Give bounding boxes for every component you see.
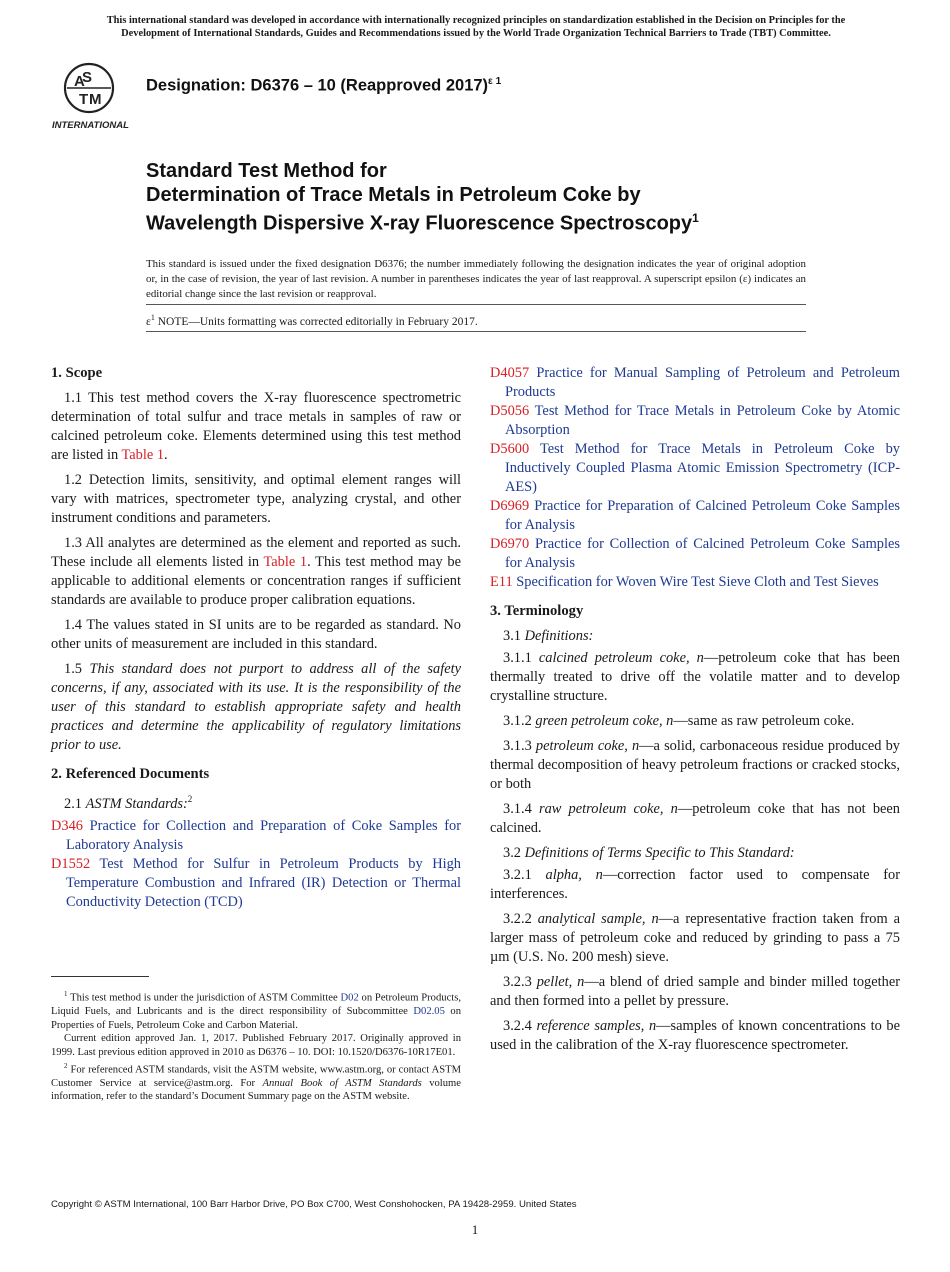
scope-1-3: 1.3 All analytes are determined as the element and reported as such. These include all elements listed in Table 1. This test method may be applicable to additional elements or concentration ranges if sufficient standards are available to produce proper calibration equations. [51, 535, 461, 608]
svg-text:A: A [74, 73, 85, 90]
terminology-heading: 3. Terminology [490, 603, 584, 619]
footnote-1: $^1$ This test method is under the jurisdiction of ASTM Committee D02 on Petroleum Products, Liquid Fuels, and Lubricants and is the direct responsibility of Subcommittee D02.05 on Properties of Fuels, Petroleum Coke and Carbon Material. [51, 990, 461, 1031]
title-line-2: Determination of Trace Metals in Petroleum Coke by [146, 183, 641, 206]
ref-item[interactable]: D5056 Test Method for Trace Metals in Petroleum Coke by Atomic Absorption [490, 403, 900, 438]
astm-logo-icon [52, 60, 136, 132]
footnote-rule [51, 976, 149, 977]
edit-note-epsilon: ε [146, 315, 151, 328]
definition-item: 3.2.3 pellet, n—a blend of dried sample and binder milled together and then formed into a pellet by pressure. [490, 974, 901, 1009]
definition-item: 3.2.4 reference samples, n—samples of known concentrations to be used in the calibration of the X-ray fluorescence spectrometer. [490, 1018, 900, 1053]
ref-item[interactable]: E11 Specification for Woven Wire Test Sieve Cloth and Test Sieves [490, 574, 879, 590]
definition-item: 3.1.4 raw petroleum coke, n—petroleum coke that has not been calcined. [490, 801, 900, 836]
scope-1-1: 1.1 This test method covers the X-ray fluorescence spectrometric determination of total sulfur and trace metals in samples of raw or calcined petroleum coke. Elements determined using this test method are listed in Table 1. [51, 390, 461, 463]
designation-epsilon: ε 1 [488, 76, 502, 87]
edit-note-text: NOTE—Units formatting was corrected editorially in February 2017. [154, 315, 478, 328]
rule-bottom [146, 331, 806, 332]
designation-text: Designation: D6376 – 10 (Reapproved 2017) [146, 76, 489, 95]
right-ref-list [490, 364, 900, 592]
logo-text: INTERNATIONAL [52, 120, 129, 131]
issued-note: This standard is issued under the fixed designation D6376; the number immediately following the designation indicates the year of original adoption or, in the case of revision, the year of last revision. A number in parentheses indicates the year of last reapproval. A superscript epsilon (ε) indicates an editorial change since the last revision or reapproval. [146, 258, 806, 300]
table1-link[interactable]: Table 1 [263, 554, 308, 570]
edit-note-sup: 1 [150, 313, 155, 322]
scope-1-5: 1.5 This standard does not purport to address all of the safety concerns, if any, associated with its use. It is the responsibility of the user of this standard to establish appropriate safety and health practices and determine the applicability of regulatory limitations prior to use. [51, 661, 461, 753]
scope-1-4: 1.4 The values stated in SI units are to be regarded as standard. No other units of measurement are included in this standard. [51, 617, 461, 652]
ref-item[interactable]: D346 Practice for Collection and Preparation of Coke Samples for Laboratory Analysis [51, 817, 462, 853]
svg-text:T: T [79, 91, 89, 108]
page-number: 1 [471, 1222, 479, 1237]
definitions-label: 3.1 Definitions: [503, 628, 594, 644]
footnotes [51, 988, 461, 1104]
document-title [146, 160, 866, 236]
left-column [51, 364, 461, 912]
left-ref-list [51, 817, 461, 912]
copyright: Copyright © ASTM International, 100 Barr Harbor Drive, PO Box C700, West Conshohocken, PA 19428-2959. United States [51, 1199, 577, 1210]
scope-1-2: 1.2 Detection limits, sensitivity, and optimal element ranges will vary with matrices, spectrometer type, analyzing crystal, and other instrument conditions and parameters. [51, 472, 461, 526]
notice-line-2: Development of International Standards, Guides and Recommendations issued by the World Trade Organization Technical Barriers to Trade (TBT) Committee. [121, 28, 831, 39]
ref-item[interactable]: D6969 Practice for Preparation of Calcined Petroleum Coke Samples for Analysis [490, 498, 900, 533]
ref-item[interactable]: D1552 Test Method for Sulfur in Petroleum Products by High Temperature Combustion and Infrared (IR) Detection or Thermal Conductivity Detection (TCD) [51, 855, 461, 910]
edit-note [146, 313, 478, 328]
definition-item: 3.1.1 calcined petroleum coke, n—petroleum coke that has been thermally treated to drive off the volatile matter and to develop crystalline structure. [490, 650, 900, 704]
notice-line-1: This international standard was developed in accordance with internationally recognized principles on standardization established in the Decision on Principles for the [106, 15, 846, 26]
table1-link[interactable]: Table 1 [121, 447, 165, 463]
referenced-heading: 2. Referenced Documents [51, 766, 210, 782]
definition-item: 3.1.2 green petroleum coke, n—same as raw petroleum coke. [503, 713, 855, 729]
definition-item: 3.1.3 petroleum coke, n—a solid, carbonaceous residue produced by thermal decomposition of heavy petroleum fractions or cracked stocks, or both [490, 738, 900, 792]
svg-text:S: S [82, 69, 93, 86]
wto-notice [48, 14, 904, 40]
definition-item: 3.2.1 alpha, n—correction factor used to compensate for interferences. [490, 867, 901, 902]
astm-standards-label: 2.1 ASTM Standards:$^2$ [64, 794, 193, 812]
title-line-1: Standard Test Method for [146, 160, 387, 182]
specific-definitions-label: 3.2 Definitions of Terms Specific to This Standard: [503, 845, 795, 861]
subcommittee-link[interactable]: D02.05 [413, 1006, 445, 1018]
ref-item[interactable]: D4057 Practice for Manual Sampling of Petroleum and Petroleum Products [490, 365, 900, 400]
scope-heading: 1. Scope [51, 365, 103, 381]
designation [146, 76, 501, 96]
ref-item[interactable]: D5600 Test Method for Trace Metals in Petroleum Coke by Inductively Coupled Plasma Atomic Emission Spectrometry (ICP-AES) [490, 441, 900, 495]
ref-item[interactable]: D6970 Practice for Collection of Calcined Petroleum Coke Samples for Analysis [490, 536, 900, 571]
rule-top [146, 304, 806, 305]
title-footnote-mark: 1 [692, 211, 699, 225]
footnote-1-cont: Current edition approved Jan. 1, 2017. Published February 2017. Originally approved in 1999. Last previous edition approved in 2010 as D6376 – 10. DOI: 10.1520/D6376-10R17E01. [51, 1033, 461, 1058]
committee-link[interactable]: D02 [340, 992, 359, 1004]
svg-text:M: M [89, 91, 102, 108]
definition-item: 3.2.2 analytical sample, n—a representative fraction taken from a larger mass of petroleum coke and reduced by grinding to pass a 75 µm (U.S. No. 200 mesh) sieve. [490, 911, 900, 965]
footnote-2: $^2$ For referenced ASTM standards, visit the ASTM website, www.astm.org, or contact ASTM Customer Service at service@astm.org. For Annual Book of ASTM Standards volume information, refer to the standard’s Document Summary page on the ASTM website. [51, 1061, 462, 1103]
right-column [490, 364, 900, 1061]
title-line-3: Wavelength Dispersive X-ray Fluorescence Spectroscopy [146, 212, 693, 235]
